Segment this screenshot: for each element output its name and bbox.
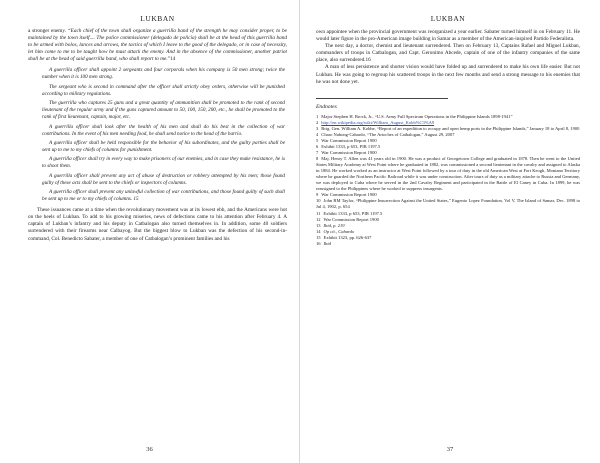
page-number: 37 [446,446,454,453]
endnote-number: 1 [316,113,319,119]
endnote-text: Ibid, p. 219 [323,222,345,228]
endnote-link[interactable]: http://en.wikipedia.org/wiki/William_August_Kobb%C3%A9 [321,119,435,125]
endnotes-list [316,114,580,247]
endnotes-heading: Endnotes [316,103,337,110]
page-number: 36 [146,446,153,453]
endnote-text: Charo Nabong-Cabardo, “The Artoches of Catbalogan,” August 29, 2007 [321,131,455,137]
endnote-text: Exhibit 1333, p 653, PIR 1197.5 [321,143,381,149]
endnote-text: War Commission Report 1900 [321,192,377,198]
running-head: LUKBAN [430,14,466,23]
endnote-text: Exhibit 1333, p 653, PIR 1197.5 [323,210,383,216]
endnote-number: 14 [316,228,321,234]
endnote-number: 16 [316,240,321,246]
endnote-item [316,241,580,247]
endnote-number: 5 [316,137,319,143]
running-head: LUKBAN [140,14,175,23]
body-paragraph: The next day, a doctor, chemist and lieutenant surrendered. Then on February 13, Captains Rafael and Miguel Lukban, commanders of troops in Catbalogan, and Capt. Geronimo Abcede, captain of one of the infantry companies of the same place, also surrendered.16 [316,43,580,64]
quote-paragraph: The sergeant who is second in command after the officer shall strictly obey orders, otherwise will be punished according to military regulations. [42,83,285,97]
endnote-number: 15 [316,234,321,240]
endnote-number: 10 [316,198,321,204]
endnote-text: John RM Taylor, “Philippine Insurrection Against the United States,” Eugenio Lopez Foundation, Vol V, The Island of Samar, Dec. 1898 to Jul 4, 1902, p. 654 [316,198,580,210]
quote-paragraph: The guerrilla who captures 25 guns and a great quantity of ammunition shall be promoted to the rank of second lieutenant of the regular army and if the guns captured amount to 50, 100, 150, 200, etc., he shall be promoted to the rank of first lieutenant, captain, major, etc. [42,100,285,121]
endnote-item [316,156,580,192]
endnote-number: 7 [316,150,319,156]
endnote-number: 13 [316,222,321,228]
intro-footnote-ref: ”14 [167,56,176,63]
endnote-number: 4 [316,131,319,137]
intro-plain-text: a stronger enemy. [28,28,68,34]
endnote-number: 11 [316,210,321,216]
endnote-text: War Commission Report 1900 [323,216,379,222]
endnote-number: 9 [316,192,319,198]
quote-paragraph: A guerrilla officer shall be held responsible for the behavior of his subordinates, and the guilty parties shall be sent up to me to my chiefs of columns for punishment. [42,140,285,153]
endnote-number: 3 [316,125,319,131]
endnote-text: War Commission Report 1900 [321,137,377,143]
endnote-number: 8 [316,156,319,162]
block-quote [42,67,285,203]
endnote-text: Exhibit 1323, pp. 626-637 [323,234,372,240]
quote-paragraph: A guerrilla officer shall try in every way to make prisoners of our enemies, and in case they make resistance, he is to shoot them. [42,156,285,170]
intro-paragraph [28,28,287,63]
quote-paragraph: A guerrilla officer shall look after the health of his men and shall do his best in the collection of war contributions. In the event of his men needing food, he shall send notice to the head of the barrio. [42,123,285,137]
body-paragraph: These issuances came at a time when the revolutionary movement was at its lowest ebb, and the Americans were hot on the heels of Lukban. To add to his growing miseries, news of defections came to his attention after February 4. A captain of Lukban’s infantry and his deputy in Catbalogan also turned themselves in. In addition, some 40 soldiers surrendered with their firearms near Calbayog. But the biggest blow to Lukban was the defection of his second-in-command, Col. Benedicto Sabater, a member of one of Catbalogan’s prominent families and his [28,207,287,242]
intro-quote-text: “Each chief of the town shall organize a guerrilla band of the strength he may consider proper, to be maintained by the town itself.... The police commissioner (delegado de policia) shall be at the head of this guerrilla band to be armed with bolos, lances and arrows, the tactics of which I leave to the good of the delegado, or in case of necessity, let him come to me to be taught how he must attack the enemy. And in the absence of the commissioner, another patriot shall be at the head of said guerrilla band, who shall report to me. [28,28,287,63]
endnote-text: Op cit., Cabardo [323,228,355,234]
body-paragraph: own appointee when the provincial government was reorganized a year earlier. Sabater turned himself in on February 11. He would later figure in the pro-American image building in Samar as a member of the American-inspired Partido Federalista. [316,29,580,43]
endnote-text: Ibid [323,240,331,246]
quote-paragraph: A guerrilla officer shall prevent any act of abuse of destruction or robbery attempted by his men; those found guilty of these acts shall be sent to the chiefs or inspectors of columns. [42,172,285,186]
quote-paragraph: A guerrilla officer shall appoint 2 sergeants and four corporals when his company is 50 men strong; twice the number when it is 100 men strong. [42,67,285,81]
endnote-text: Major Stephen H. Brock, Jr., “U.S. Army Full Spectrum Operations in the Philippine Islands 1898-1941” [321,113,513,119]
endnote-text: War Commission Report 1900 [321,150,377,156]
endnote-number: 2 [316,119,319,125]
right-page [300,0,600,463]
body-paragraph: A man of less persistence and shorter vision would have folded up and surrendered to make his own life easier. But not Lukban. He was going to regroup his scattered troops in the next few months and send a strong message to his enemies that he was not done yet. [316,64,580,85]
quote-paragraph: A guerrilla officer shall prevent any unlawful collection of war contributions, and those found guilty of such shall be sent up to me or to my chiefs of columns. 15 [42,189,285,203]
endnote-number: 12 [316,216,321,222]
endnote-text: Brig. Gen. William A. Kobbe, “Report of an expedition to occupy and open hemp ports in the Philippine Islands,” January 18 to April 8, 1900 [321,125,580,131]
endnote-item [316,198,580,210]
endnote-text: Maj. Henry T. Allen was 41 years old in 1900. He was a product of Georgetown College and graduated in 1878. Then he went to the United States Military Academy at West Point where he graduated in 1882, was commissioned a second lieutenant in the cavalry and assigned to Alaska in 1884. He worked worked as an instructor at West Point followed by a tour of duty in the old American West at Fort Keogh, Montana Territory where he guarded the Northern Pacific Railroad while it was under construction. After tours of duty as a military attache to Russia and Germany, we was deployed to Cuba where he served in the 2nd Cavalry Regiment and participated in the Battle of El Caney in Cuba. In 1899, he was reassigned to the Philippines where he worked to suppress insurgents. [316,156,580,192]
endnotes-divider [316,98,448,99]
endnote-number: 6 [316,143,319,149]
